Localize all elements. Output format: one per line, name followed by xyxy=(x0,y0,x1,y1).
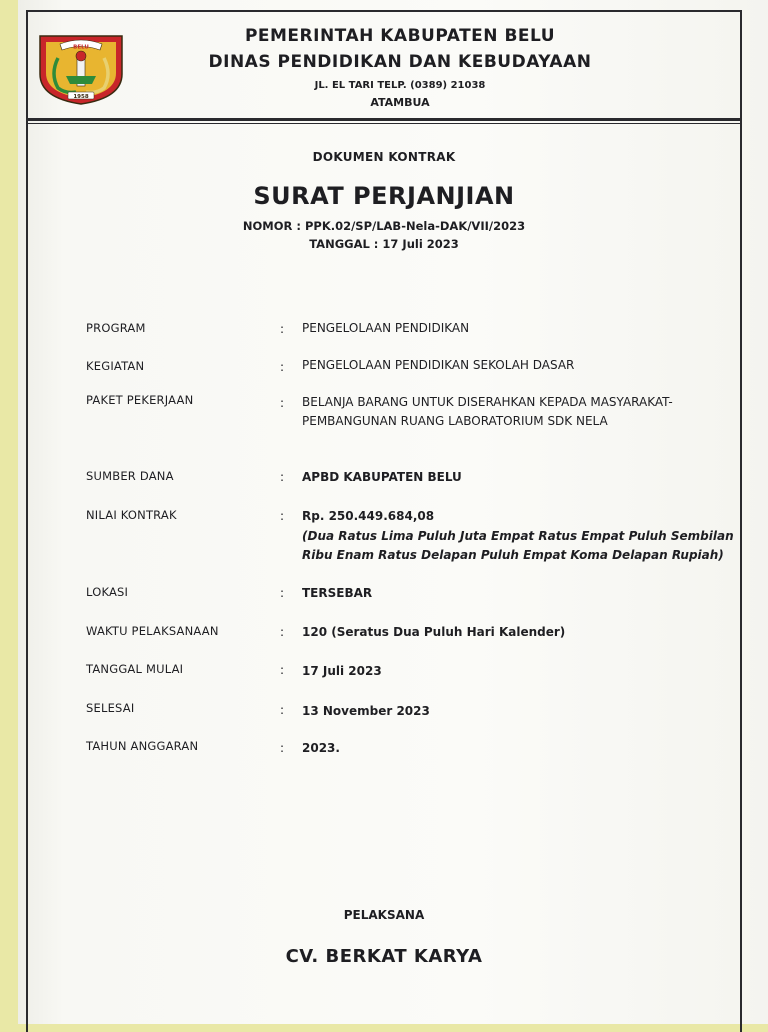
field-value-waktu-pelaksanaan: 120 (Seratus Dua Puluh Hari Kalender) xyxy=(302,625,566,639)
field-label-paket-pekerjaan: PAKET PEKERJAAN xyxy=(86,393,194,407)
field-value-nilai-terbilang-line2: Ribu Enam Ratus Delapan Puluh Empat Koma Delapan Rupiah) xyxy=(302,548,724,562)
document-date: TANGGAL : 17 Juli 2023 xyxy=(309,237,459,251)
field-colon: : xyxy=(280,741,285,755)
field-value-sumber-dana: APBD KABUPATEN BELU xyxy=(302,470,462,484)
field-value-nilai-kontrak: Rp. 250.449.684,08 xyxy=(302,509,435,523)
field-label-lokasi: LOKASI xyxy=(86,585,129,599)
logo-banner-text: BELU xyxy=(73,44,89,51)
field-label-sumber-dana: SUMBER DANA xyxy=(86,469,174,483)
field-colon: : xyxy=(280,360,285,374)
header-city: ATAMBUA xyxy=(370,96,430,109)
field-colon: : xyxy=(280,586,285,600)
field-colon: : xyxy=(280,322,285,336)
document-type-label: DOKUMEN KONTRAK xyxy=(312,150,456,164)
field-colon: : xyxy=(280,703,285,717)
field-label-selesai: SELESAI xyxy=(86,701,135,715)
contractor-role-label: PELAKSANA xyxy=(343,908,425,922)
header-divider-thin xyxy=(26,123,740,124)
field-colon: : xyxy=(280,625,285,639)
contractor-company-name: CV. BERKAT KARYA xyxy=(285,946,483,967)
field-value-lokasi: TERSEBAR xyxy=(302,586,373,600)
field-colon: : xyxy=(280,663,285,677)
field-label-nilai-kontrak: NILAI KONTRAK xyxy=(86,508,177,522)
field-value-kegiatan: PENGELOLAAN PENDIDIKAN SEKOLAH DASAR xyxy=(302,358,575,372)
header-government-name: PEMERINTAH KABUPATEN BELU xyxy=(244,26,556,46)
header-divider xyxy=(26,118,740,121)
logo-year-text: 1958 xyxy=(73,93,89,100)
field-label-program: PROGRAM xyxy=(86,321,146,335)
field-value-nilai-terbilang-line1: (Dua Ratus Lima Puluh Juta Empat Ratus Empat Puluh Sembilan xyxy=(302,529,734,543)
field-label-tanggal-mulai: TANGGAL MULAI xyxy=(86,662,184,676)
field-value-program: PENGELOLAAN PENDIDIKAN xyxy=(302,321,470,335)
document-title: SURAT PERJANJIAN xyxy=(253,182,515,210)
field-colon: : xyxy=(280,470,285,484)
header-address: JL. EL TARI TELP. (0389) 21038 xyxy=(314,80,486,91)
belu-regency-emblem-icon xyxy=(36,30,126,106)
field-value-selesai: 13 November 2023 xyxy=(302,704,430,718)
field-value-paket-line1: BELANJA BARANG UNTUK DISERAHKAN KEPADA MASYARAKAT- xyxy=(302,395,673,409)
field-colon: : xyxy=(280,509,285,523)
field-value-tahun-anggaran: 2023. xyxy=(302,741,340,755)
document-number: NOMOR : PPK.02/SP/LAB-Nela-DAK/VII/2023 xyxy=(242,219,526,233)
field-colon: : xyxy=(280,396,285,410)
field-label-tahun-anggaran: TAHUN ANGGARAN xyxy=(86,739,199,753)
field-value-tanggal-mulai: 17 Juli 2023 xyxy=(302,664,382,678)
field-value-paket-line2: PEMBANGUNAN RUANG LABORATORIUM SDK NELA xyxy=(302,414,608,428)
field-label-waktu-pelaksanaan: WAKTU PELAKSANAAN xyxy=(86,624,219,638)
header-agency-name: DINAS PENDIDIKAN DAN KEBUDAYAAN xyxy=(208,52,592,72)
field-label-kegiatan: KEGIATAN xyxy=(86,359,145,373)
